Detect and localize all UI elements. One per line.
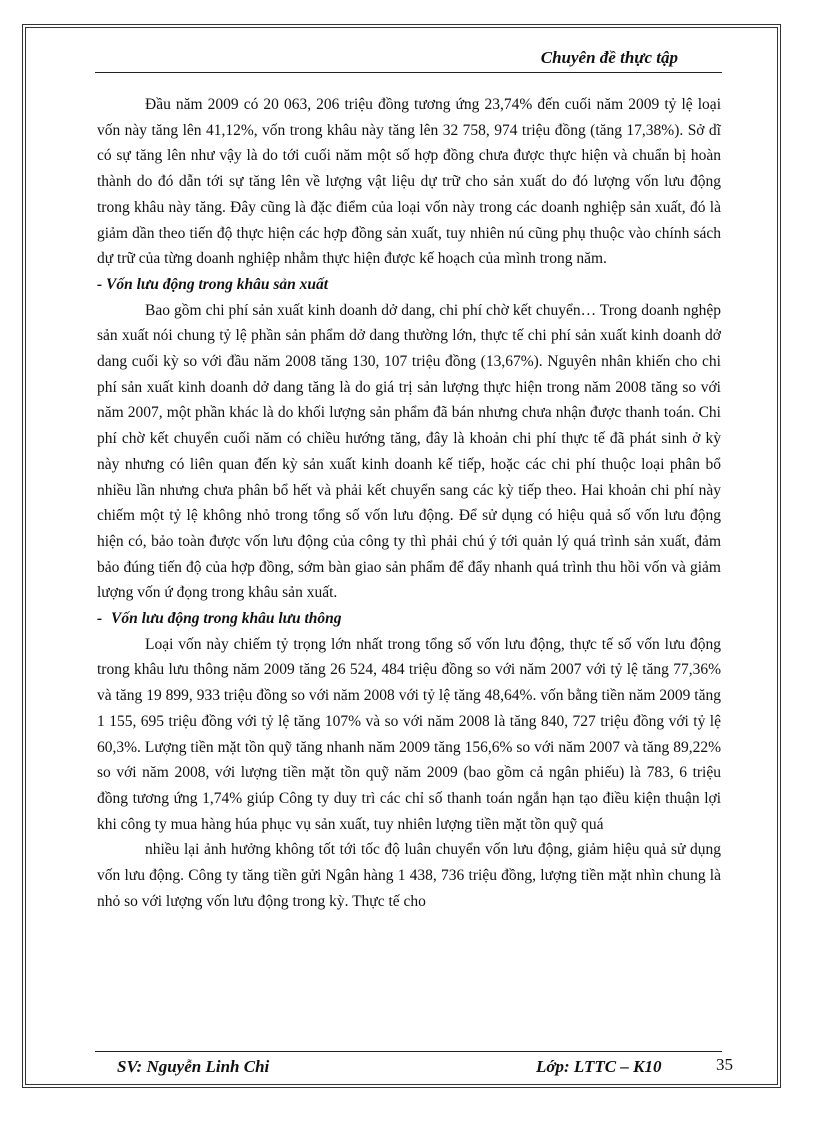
paragraph-4: nhiều lại ảnh hưởng không tốt tới tốc độ luân chuyển vốn lưu động, giảm hiệu quả sử dụng vốn lưu động. Công ty tăng tiền gửi Ngân hàng 1 438, 736 triệu đồng, lượng tiền mặt nhìn chung là nhỏ so với lượng vốn lưu động trong kỳ. Thực tế cho [97, 841, 721, 910]
section-heading-production: - Vốn lưu động trong khâu sản xuất [97, 275, 329, 293]
footer-student-name: SV: Nguyễn Linh Chi [117, 1057, 270, 1076]
paragraph-3: Loại vốn này chiếm tỷ trọng lớn nhất trong tổng số vốn lưu động, thực tế số vốn lưu động trong khâu lưu thông năm 2009 tăng 26 524, 484 triệu đồng so với năm 2007 với tỷ lệ tăng 77,36% và tăng 19 899, 933 triệu đồng so với năm 2008 với tỷ lệ tăng 48,64%. vốn bằng tiền năm 2009 tăng 1 155, 695 triệu đồng với tỷ lệ tăng 107% và so với năm 2008 là tăng 840, 727 triệu đồng với tỷ lệ 60,3%. Lượng tiền mặt tồn quỹ tăng nhanh năm 2009 tăng 156,6% so với năm 2007 và tăng 89,22% so với năm 2008, với lượng tiền mặt tồn quỹ năm 2009 (bao gồm cả ngân phiếu) là 783, 6 triệu đồng tương ứng 1,74% giúp Công ty duy trì các chỉ số thanh toán ngắn hạn tạo điều kiện thuận lợi khi công ty mua hàng húa phục vụ sản xuất, tuy nhiên lượng tiền mặt tồn quỹ quá [97, 635, 721, 833]
document-body [97, 92, 721, 915]
paragraph-2: Bao gồm chi phí sản xuất kinh doanh dở dang, chi phí chờ kết chuyển… Trong doanh nghệp sản xuất nói chung tỷ lệ phần sản phẩm dở dang thường lớn, thực tế chi phí sản xuất kinh doanh dở dang cuối kỳ so với đầu năm 2008 tăng 130, 107 triệu đồng (13,67%). Nguyên nhân khiến cho chi phí sản xuất kinh doanh dở dang tăng là do giá trị sản lượng thực hiện trong năm 2008 tăng so với năm 2007, một phần khác là do khối lượng sản phẩm đã bán nhưng chưa nhận được thanh toán. Chi phí chờ kết chuyển cuối năm có chiều hướng tăng, đây là khoản chi phí thực tế đã phát sinh ở kỳ này nhưng có liên quan đến kỳ sản xuất kinh doanh kế tiếp, hoặc các chi phí thuộc loại phân bổ nhiều lần nhưng chưa phân bổ hết và phải kết chuyển sang các kỳ tiếp theo. Hai khoản chi phí này chiếm một tỷ lệ không nhỏ trong tổng số vốn lưu động. Để sử dụng có hiệu quả số vốn lưu động hiện có, bảo toàn được vốn lưu động của công ty thì phải chú ý tới quản lý quá trình sản xuất, đảm bảo đúng tiến độ của hợp đồng, sớm bàn giao sản phẩm để đẩy nhanh quá trình thu hồi vốn và giảm lượng vốn ứ đọng trong khâu sản xuất. [97, 301, 721, 602]
header-title: Chuyên đề thực tập [540, 48, 678, 67]
heading-dash: - [97, 610, 103, 628]
paragraph-1: Đầu năm 2009 có 20 063, 206 triệu đồng tương ứng 23,74% đến cuối năm 2009 tỷ lệ loại vốn này tăng lên 41,12%, vốn trong khâu này tăng lên 32 758, 974 triệu đồng (tăng 17,38%). Sở dĩ có sự tăng lên như vậy là do tới cuối năm một số hợp đồng chưa được thực hiện và chuẩn bị hoàn thành do đó dẫn tới sự tăng lên về lượng vật liệu dự trữ cho sản xuất do đó lượng vốn lưu động trong khâu này tăng. Đây cũng là đặc điểm của loại vốn này trong các doanh nghiệp sản xuất, đó là giảm dần theo tiến độ thực hiện các hợp đồng sản xuất, tuy nhiên nú cũng phụ thuộc vào chính sách dự trữ của từng doanh nghiệp nhằm thực hiện được kế hoạch của mình trong năm. [97, 96, 721, 268]
footer-class: Lớp: LTTC – K10 [536, 1057, 662, 1076]
header-divider [95, 72, 722, 73]
section-heading-circulation-label: Vốn lưu động trong khâu lưu thông [111, 610, 342, 628]
footer-divider [95, 1051, 722, 1052]
section-heading-circulation [97, 606, 721, 632]
page-number: 35 [716, 1055, 733, 1074]
